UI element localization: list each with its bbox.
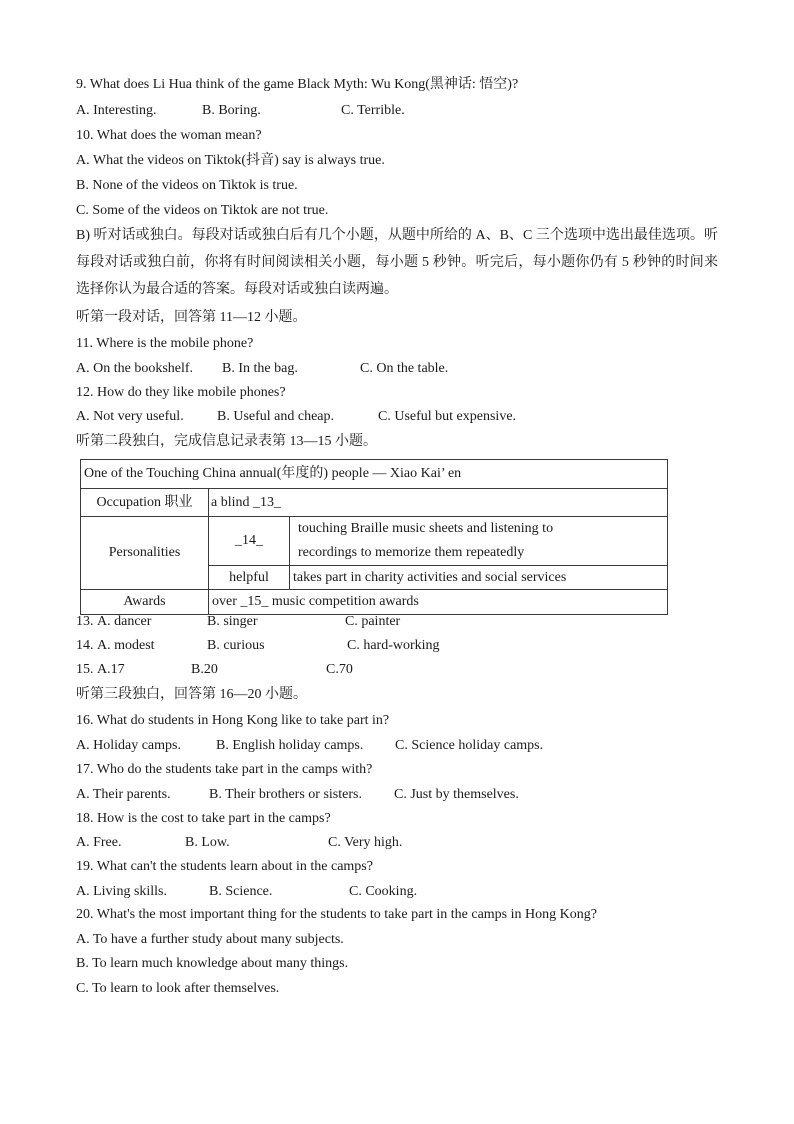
- question-9-option-a: A. Interesting.: [76, 103, 157, 118]
- question-20-option-a: A. To have a further study about many subjects.: [76, 932, 344, 947]
- question-15-number: 15.: [76, 662, 94, 677]
- question-18-options: [0, 834, 794, 852]
- question-9-stem: 9. What does Li Hua think of the game Black Myth: Wu Kong(黑神话: 悟空)?: [76, 77, 519, 92]
- question-11-option-b: B. In the bag.: [222, 361, 298, 376]
- info-record-table: [80, 459, 668, 615]
- question-14-option-b: B. curious: [207, 638, 265, 653]
- question-13-number: 13.: [76, 614, 94, 629]
- section-b-instruction-line: 每段对话或独白前，你将有时间阅读相关小题，每小题 5 秒钟。听完后，每小题你仍有 5 秒钟的时间来: [76, 255, 718, 270]
- question-19-option-b: B. Science.: [209, 884, 273, 899]
- question-12-options: [0, 408, 794, 426]
- table-title-cell: One of the Touching China annual(年度的) people — Xiao Kai’ en: [81, 460, 668, 489]
- question-17-option-c: C. Just by themselves.: [394, 787, 519, 802]
- part-2-heading: 听第二段独白，完成信息记录表第 13—15 小题。: [76, 434, 377, 449]
- awards-value: over _15_ music competition awards: [209, 590, 668, 615]
- question-17-option-b: B. Their brothers or sisters.: [209, 787, 362, 802]
- question-16-stem: 16. What do students in Hong Kong like to take part in?: [76, 713, 390, 728]
- question-15-options: [0, 661, 794, 679]
- personality-helpful-detail: takes part in charity activities and social services: [290, 566, 668, 590]
- question-19-option-a: A. Living skills.: [76, 884, 168, 899]
- question-18-option-b: B. Low.: [185, 835, 230, 850]
- question-12-option-a: A. Not very useful.: [76, 409, 184, 424]
- part-1-heading: 听第一段对话，回答第 11—12 小题。: [76, 310, 307, 325]
- question-17-options: [0, 786, 794, 804]
- question-13-option-a: [76, 613, 151, 631]
- question-12-option-b: B. Useful and cheap.: [217, 409, 335, 424]
- question-9-option-c: C. Terrible.: [341, 103, 405, 118]
- question-20-option-c: C. To learn to look after themselves.: [76, 981, 280, 996]
- question-11-stem: 11. Where is the mobile phone?: [76, 336, 254, 351]
- question-14-option-a: [76, 637, 155, 655]
- question-20-option-b: B. To learn much knowledge about many things.: [76, 956, 349, 971]
- question-14-option-a-text: A. modest: [97, 638, 155, 653]
- section-b-instruction-line: B) 听对话或独白。每段对话或独白后有几个小题，从题中所给的 A、B、C 三个选项中选出最佳选项。听: [76, 228, 718, 243]
- question-18-option-c: C. Very high.: [328, 835, 403, 850]
- personalities-label: Personalities: [81, 517, 209, 590]
- question-15-option-c: C.70: [326, 662, 353, 677]
- question-16-option-a: A. Holiday camps.: [76, 738, 181, 753]
- question-13-options: [0, 613, 794, 631]
- question-20-stem: 20. What's the most important thing for the students to take part in the camps in Hong Kong?: [76, 907, 597, 922]
- question-13-option-c: C. painter: [345, 614, 401, 629]
- question-13-option-a-text: A. dancer: [97, 614, 152, 629]
- question-15-option-a: [76, 661, 125, 679]
- occupation-label: Occupation 职业: [81, 489, 209, 517]
- question-14-number: 14.: [76, 638, 94, 653]
- personality-trait-blank-14: _14_: [209, 517, 290, 566]
- question-11-options: [0, 360, 794, 378]
- question-18-stem: 18. How is the cost to take part in the camps?: [76, 811, 331, 826]
- question-19-options: [0, 883, 794, 901]
- personality-detail-cell: [290, 517, 668, 566]
- question-10-stem: 10. What does the woman mean?: [76, 128, 262, 143]
- question-11-option-a: A. On the bookshelf.: [76, 361, 194, 376]
- question-14-option-c: C. hard-working: [347, 638, 440, 653]
- question-10-option-b: B. None of the videos on Tiktok is true.: [76, 178, 298, 193]
- question-19-stem: 19. What can't the students learn about in the camps?: [76, 859, 373, 874]
- question-12-option-c: C. Useful but expensive.: [378, 409, 517, 424]
- question-19-option-c: C. Cooking.: [349, 884, 418, 899]
- question-15-option-a-text: A.17: [97, 662, 125, 677]
- section-b-instruction-line: 选择你认为最合适的答案。每段对话或独白读两遍。: [76, 282, 398, 297]
- personality-detail-text: touching Braille music sheets and listening to recordings to memorize them repeatedly: [298, 521, 554, 560]
- question-14-options: [0, 637, 794, 655]
- question-17-option-a: A. Their parents.: [76, 787, 171, 802]
- question-12-stem: 12. How do they like mobile phones?: [76, 385, 286, 400]
- question-10-option-c: C. Some of the videos on Tiktok are not true.: [76, 203, 329, 218]
- question-16-option-b: B. English holiday camps.: [216, 738, 364, 753]
- occupation-value: a blind _13_: [209, 489, 668, 517]
- question-10-option-a: A. What the videos on Tiktok(抖音) say is always true.: [76, 153, 385, 168]
- question-15-option-b: B.20: [191, 662, 218, 677]
- question-17-stem: 17. Who do the students take part in the camps with?: [76, 762, 373, 777]
- awards-label: Awards: [81, 590, 209, 615]
- question-16-option-c: C. Science holiday camps.: [395, 738, 544, 753]
- question-9-option-b: B. Boring.: [202, 103, 261, 118]
- personality-trait-helpful: helpful: [209, 566, 290, 590]
- question-11-option-c: C. On the table.: [360, 361, 449, 376]
- question-16-options: [0, 737, 794, 755]
- question-13-option-b: B. singer: [207, 614, 258, 629]
- part-3-heading: 听第三段独白，回答第 16—20 小题。: [76, 687, 307, 702]
- question-9-options: [0, 102, 794, 120]
- question-18-option-a: A. Free.: [76, 835, 122, 850]
